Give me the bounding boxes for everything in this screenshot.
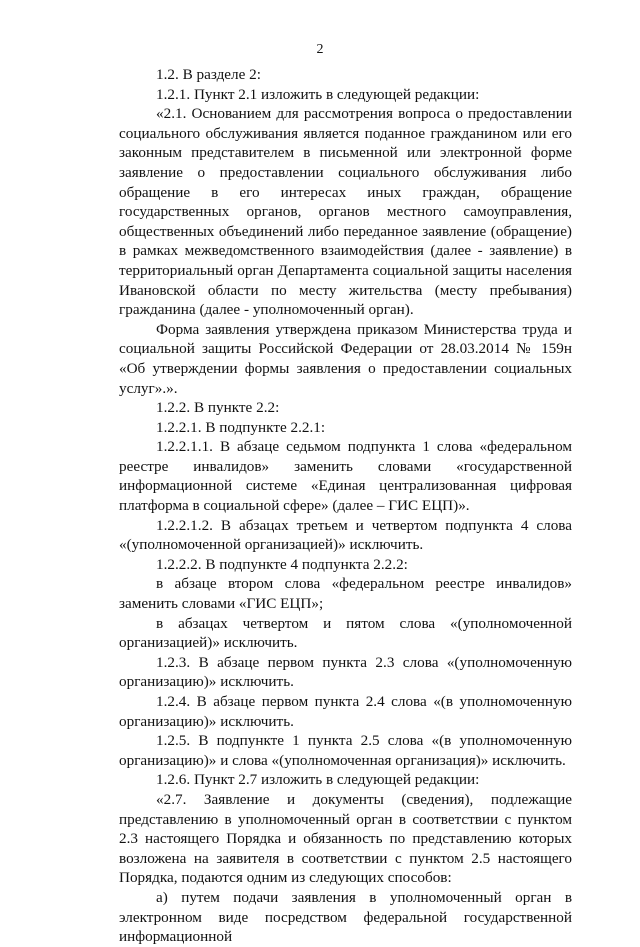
paragraph: «2.1. Основанием для рассмотрения вопроса о предоставлении социального обслуживания является поданное гражданином или его законным представителем в письменной или электронной форме заявление о предоставлении социального обслуживания либо обращение в его интересах иных граждан, обращение государственных органов, органов местного самоуправления, общественных объединений либо переданное заявление (обращение) в рамках межведомственного взаимодействия (далее - заявление) в территориальный орган Департамента социальной защиты населения Ивановской области по месту жительства (месту пребывания) гражданина (далее - уполномоченный орган). (119, 105, 572, 319)
paragraph: а) путем подачи заявления в уполномоченный орган в электронном виде посредством федеральной государственной информационной (119, 888, 572, 946)
paragraph: «2.7. Заявление и документы (сведения), подлежащие представлению в уполномоченный орган в соответствии с пунктом 2.3 настоящего Порядка и обязанность по представлению которых возложена на заявителя в соответствии с пунктом 2.5 настоящего Порядка, подаются одним из следующих способов: (119, 790, 572, 887)
paragraph: 1.2.2.1.2. В абзацах третьем и четвертом подпункта 4 слова «(уполномоченной организацией)» исключить. (119, 516, 572, 554)
paragraph: 1.2.3. В абзаце первом пункта 2.3 слова «(уполномоченную организацию)» исключить. (119, 653, 572, 691)
paragraph: Форма заявления утверждена приказом Министерства труда и социальной защиты Российской Федерации от 28.03.2014 № 159н «Об утверждении формы заявления о предоставлении социальных услуг».». (119, 320, 572, 397)
paragraph: 1.2.2.2. В подпункте 4 подпункта 2.2.2: (156, 555, 408, 573)
paragraph: 1.2.2. В пункте 2.2: (156, 399, 280, 417)
paragraph: 1.2.1. Пункт 2.1 изложить в следующей редакции: (156, 85, 480, 103)
paragraph: 1.2. В разделе 2: (156, 66, 261, 83)
paragraph: в абзацах четвертом и пятом слова «(уполномоченной организацией)» исключить. (119, 614, 572, 652)
paragraph: 1.2.2.1.1. В абзаце седьмом подпункта 1 слова «федеральном реестре инвалидов» заменить словами «государственной информационной системе «Единая централизованная цифровая платформа в социальной сфере» (далее – ГИС ЕЦП)». (119, 438, 572, 515)
page-number: 2 (316, 42, 324, 57)
paragraph: 1.2.6. Пункт 2.7 изложить в следующей редакции: (156, 771, 480, 789)
paragraph: в абзаце втором слова «федеральном реестре инвалидов» заменить словами «ГИС ЕЦП»; (119, 575, 572, 613)
paragraph: 1.2.2.1. В подпункте 2.2.1: (156, 418, 326, 436)
paragraph: 1.2.5. В подпункте 1 пункта 2.5 слова «(в уполномоченную организацию)» и слова «(уполномоченная организация)» исключить. (119, 732, 572, 769)
paragraph: 1.2.4. В абзаце первом пункта 2.4 слова «(в уполномоченную организацию)» исключить. (119, 693, 572, 730)
document-body (119, 65, 572, 947)
